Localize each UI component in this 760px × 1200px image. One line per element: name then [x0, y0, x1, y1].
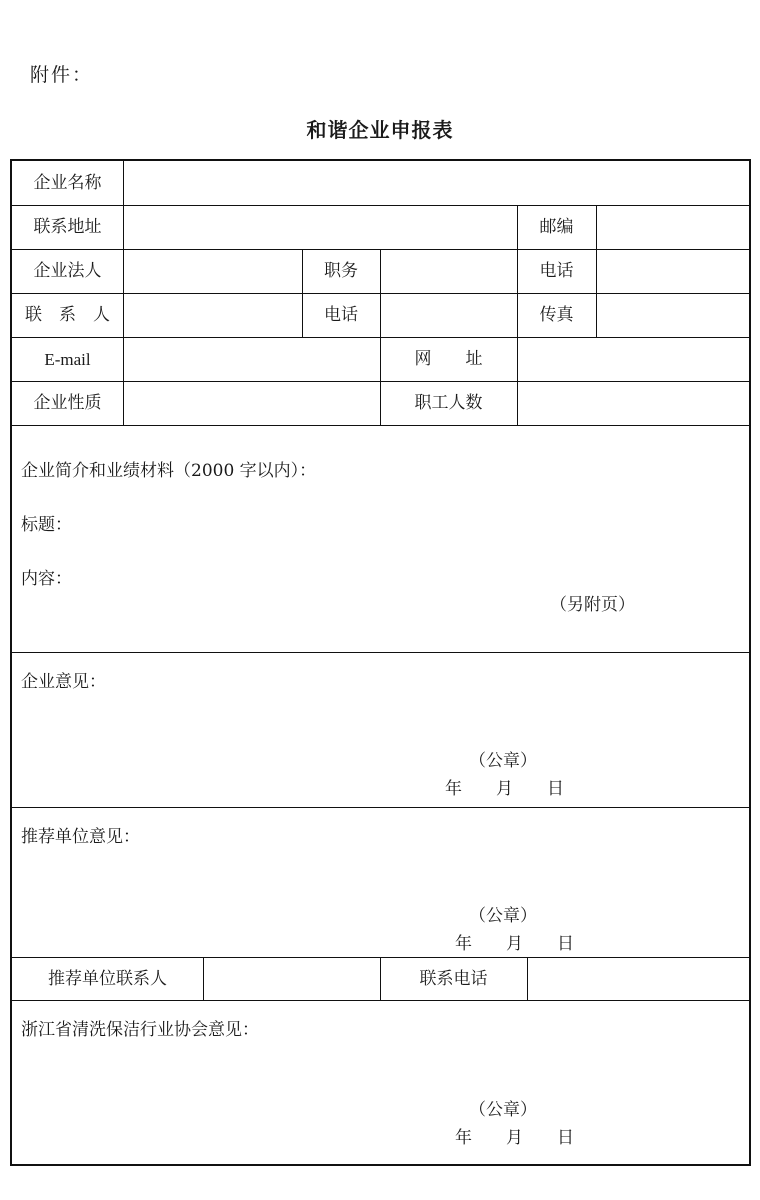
postcode-label: 邮编: [539, 217, 574, 237]
contact-phone-field[interactable]: [381, 294, 517, 337]
row-divider: [12, 807, 749, 808]
company-name-field[interactable]: [124, 161, 751, 205]
contact-person-label: 联 系 人: [25, 305, 110, 325]
address-field[interactable]: [124, 206, 517, 249]
recommender-phone-label: 联系电话: [419, 969, 488, 989]
form-title: 和谐企业申报表: [306, 118, 454, 142]
contact-person-field[interactable]: [124, 294, 302, 337]
fax-field[interactable]: [597, 294, 751, 337]
association-seal-label: （公章）: [469, 1100, 537, 1120]
legal-person-field[interactable]: [124, 250, 302, 293]
intro-title-label: 标题：: [21, 515, 72, 535]
position-label: 职务: [324, 261, 358, 281]
recommender-contact-label: 推荐单位联系人: [48, 969, 167, 989]
company-seal-label: （公章）: [469, 751, 537, 771]
attachment-label: 附件：: [30, 64, 94, 86]
recommender-contact-field[interactable]: [204, 958, 380, 1000]
association-opinion-date: 年 月 日: [455, 1128, 574, 1148]
company-name-label: 企业名称: [33, 173, 102, 193]
recommender-opinion-date: 年 月 日: [455, 934, 574, 954]
company-opinion-date: 年 月 日: [445, 779, 564, 799]
application-form: [10, 159, 751, 1166]
attached-page-note: （另附页）: [550, 595, 635, 615]
address-label: 联系地址: [33, 217, 102, 237]
association-opinion-heading: 浙江省清洗保洁行业协会意见：: [21, 1020, 259, 1040]
employee-count-label: 职工人数: [414, 393, 483, 413]
phone-label: 电话: [539, 261, 574, 281]
intro-heading: 企业简介和业绩材料（2000 字以内）：: [21, 461, 317, 481]
recommender-seal-label: （公章）: [469, 906, 537, 926]
employee-count-field[interactable]: [518, 382, 751, 425]
phone-field[interactable]: [597, 250, 751, 293]
legal-person-label: 企业法人: [33, 261, 102, 281]
recommender-phone-field[interactable]: [528, 958, 751, 1000]
intro-content-label: 内容：: [21, 569, 72, 589]
recommender-opinion-heading: 推荐单位意见：: [21, 827, 140, 847]
fax-label: 传真: [539, 305, 574, 325]
row-divider: [12, 1000, 749, 1001]
website-field[interactable]: [518, 338, 751, 381]
row-divider: [12, 425, 749, 426]
company-nature-field[interactable]: [124, 382, 380, 425]
contact-phone-label: 电话: [324, 305, 358, 325]
email-field[interactable]: [124, 338, 380, 381]
company-opinion-heading: 企业意见：: [21, 672, 106, 692]
website-label: 网 址: [414, 349, 483, 369]
email-label: E-mail: [44, 350, 91, 369]
postcode-field[interactable]: [597, 206, 751, 249]
position-field[interactable]: [381, 250, 517, 293]
row-divider: [12, 652, 749, 653]
company-nature-label: 企业性质: [33, 393, 102, 413]
